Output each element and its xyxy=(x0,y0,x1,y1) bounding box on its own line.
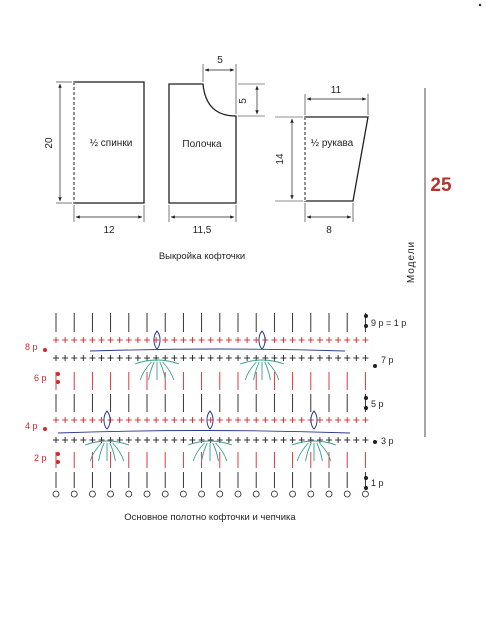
row-marker-dot xyxy=(56,372,60,376)
fan-stitch xyxy=(140,362,151,380)
row-label-4: 4 р xyxy=(25,421,38,431)
chain-stitch xyxy=(144,491,150,497)
front-width-value: 11,5 xyxy=(192,225,212,236)
chain-stitch xyxy=(308,491,314,497)
chain-stitch xyxy=(108,491,114,497)
row-marker-dot xyxy=(56,460,60,464)
row-label-7: 7 р xyxy=(381,355,394,365)
row-label-9: 9 р = 1 р xyxy=(371,318,407,328)
row-label-5: 5 р xyxy=(371,399,384,409)
row-marker-dot xyxy=(364,396,368,400)
chain-loop-line xyxy=(58,431,350,434)
right-row-labels xyxy=(371,318,406,488)
chain-stitch xyxy=(344,491,350,497)
row-marker-dot xyxy=(364,476,368,480)
chain-stitch xyxy=(253,491,259,497)
row-marker-dot xyxy=(56,452,60,456)
fan-stitch xyxy=(163,362,174,380)
row-label-3: 3 р xyxy=(381,436,394,446)
chain-stitch xyxy=(290,491,296,497)
sleeve-height-value: 14 xyxy=(275,153,286,165)
sleeve-piece xyxy=(275,85,368,236)
left-row-labels xyxy=(25,342,47,463)
chain-loop-line xyxy=(90,349,345,351)
crochet-chart xyxy=(43,313,377,497)
chart-caption: Основное полотно кофточки и чепчика xyxy=(124,512,296,523)
chain-stitch xyxy=(53,491,59,497)
front-piece xyxy=(169,55,265,236)
back-piece xyxy=(44,82,144,236)
chain-stitch xyxy=(235,491,241,497)
chain-stitch xyxy=(271,491,277,497)
row-marker-dot xyxy=(373,364,377,368)
row-marker-dot xyxy=(364,486,368,490)
fan-stitch xyxy=(245,362,256,380)
chain-stitch xyxy=(362,491,368,497)
row-label-1: 1 р xyxy=(371,478,384,488)
chain-stitch xyxy=(126,491,132,497)
fan-stitch xyxy=(216,443,227,461)
row-marker-dot xyxy=(56,380,60,384)
corner-dot xyxy=(479,4,481,6)
chain-stitch xyxy=(162,491,168,497)
row-label-8: 8 р xyxy=(25,342,38,352)
sleeve-label: ½ рукава xyxy=(310,138,354,149)
row-marker-dot xyxy=(364,324,368,328)
back-height-value: 20 xyxy=(44,137,55,149)
chain-stitch xyxy=(217,491,223,497)
row-marker-dot xyxy=(373,440,377,444)
fan-stitch xyxy=(297,443,308,461)
row-marker-dot xyxy=(364,406,368,410)
pattern-caption: Выкройка кофточки xyxy=(158,251,246,262)
fan-stitch xyxy=(113,443,124,461)
fan-stitch xyxy=(90,443,101,461)
sleeve-top-width-value: 11 xyxy=(330,85,342,96)
section-title: Модели xyxy=(406,240,417,284)
back-width-value: 12 xyxy=(103,225,115,236)
front-neck-width-value: 5 xyxy=(217,55,223,66)
fan-stitch xyxy=(268,362,279,380)
row-marker-dot xyxy=(43,348,47,352)
back-label: ½ спинки xyxy=(89,138,133,149)
row-marker-dot xyxy=(43,427,47,431)
page-number: 25 xyxy=(430,175,452,196)
row-label-6: 6 р xyxy=(34,373,47,383)
fan-stitch xyxy=(193,443,204,461)
row-label-2: 2 р xyxy=(34,453,47,463)
row-marker-dot xyxy=(364,314,368,318)
front-label: Полочка xyxy=(182,139,222,150)
chain-stitch xyxy=(89,491,95,497)
sleeve-bottom-width-value: 8 xyxy=(326,225,332,236)
chain-stitch xyxy=(326,491,332,497)
chain-stitch xyxy=(71,491,77,497)
chain-stitch xyxy=(180,491,186,497)
chain-stitch xyxy=(199,491,205,497)
front-neck-depth-value: 5 xyxy=(238,98,249,104)
